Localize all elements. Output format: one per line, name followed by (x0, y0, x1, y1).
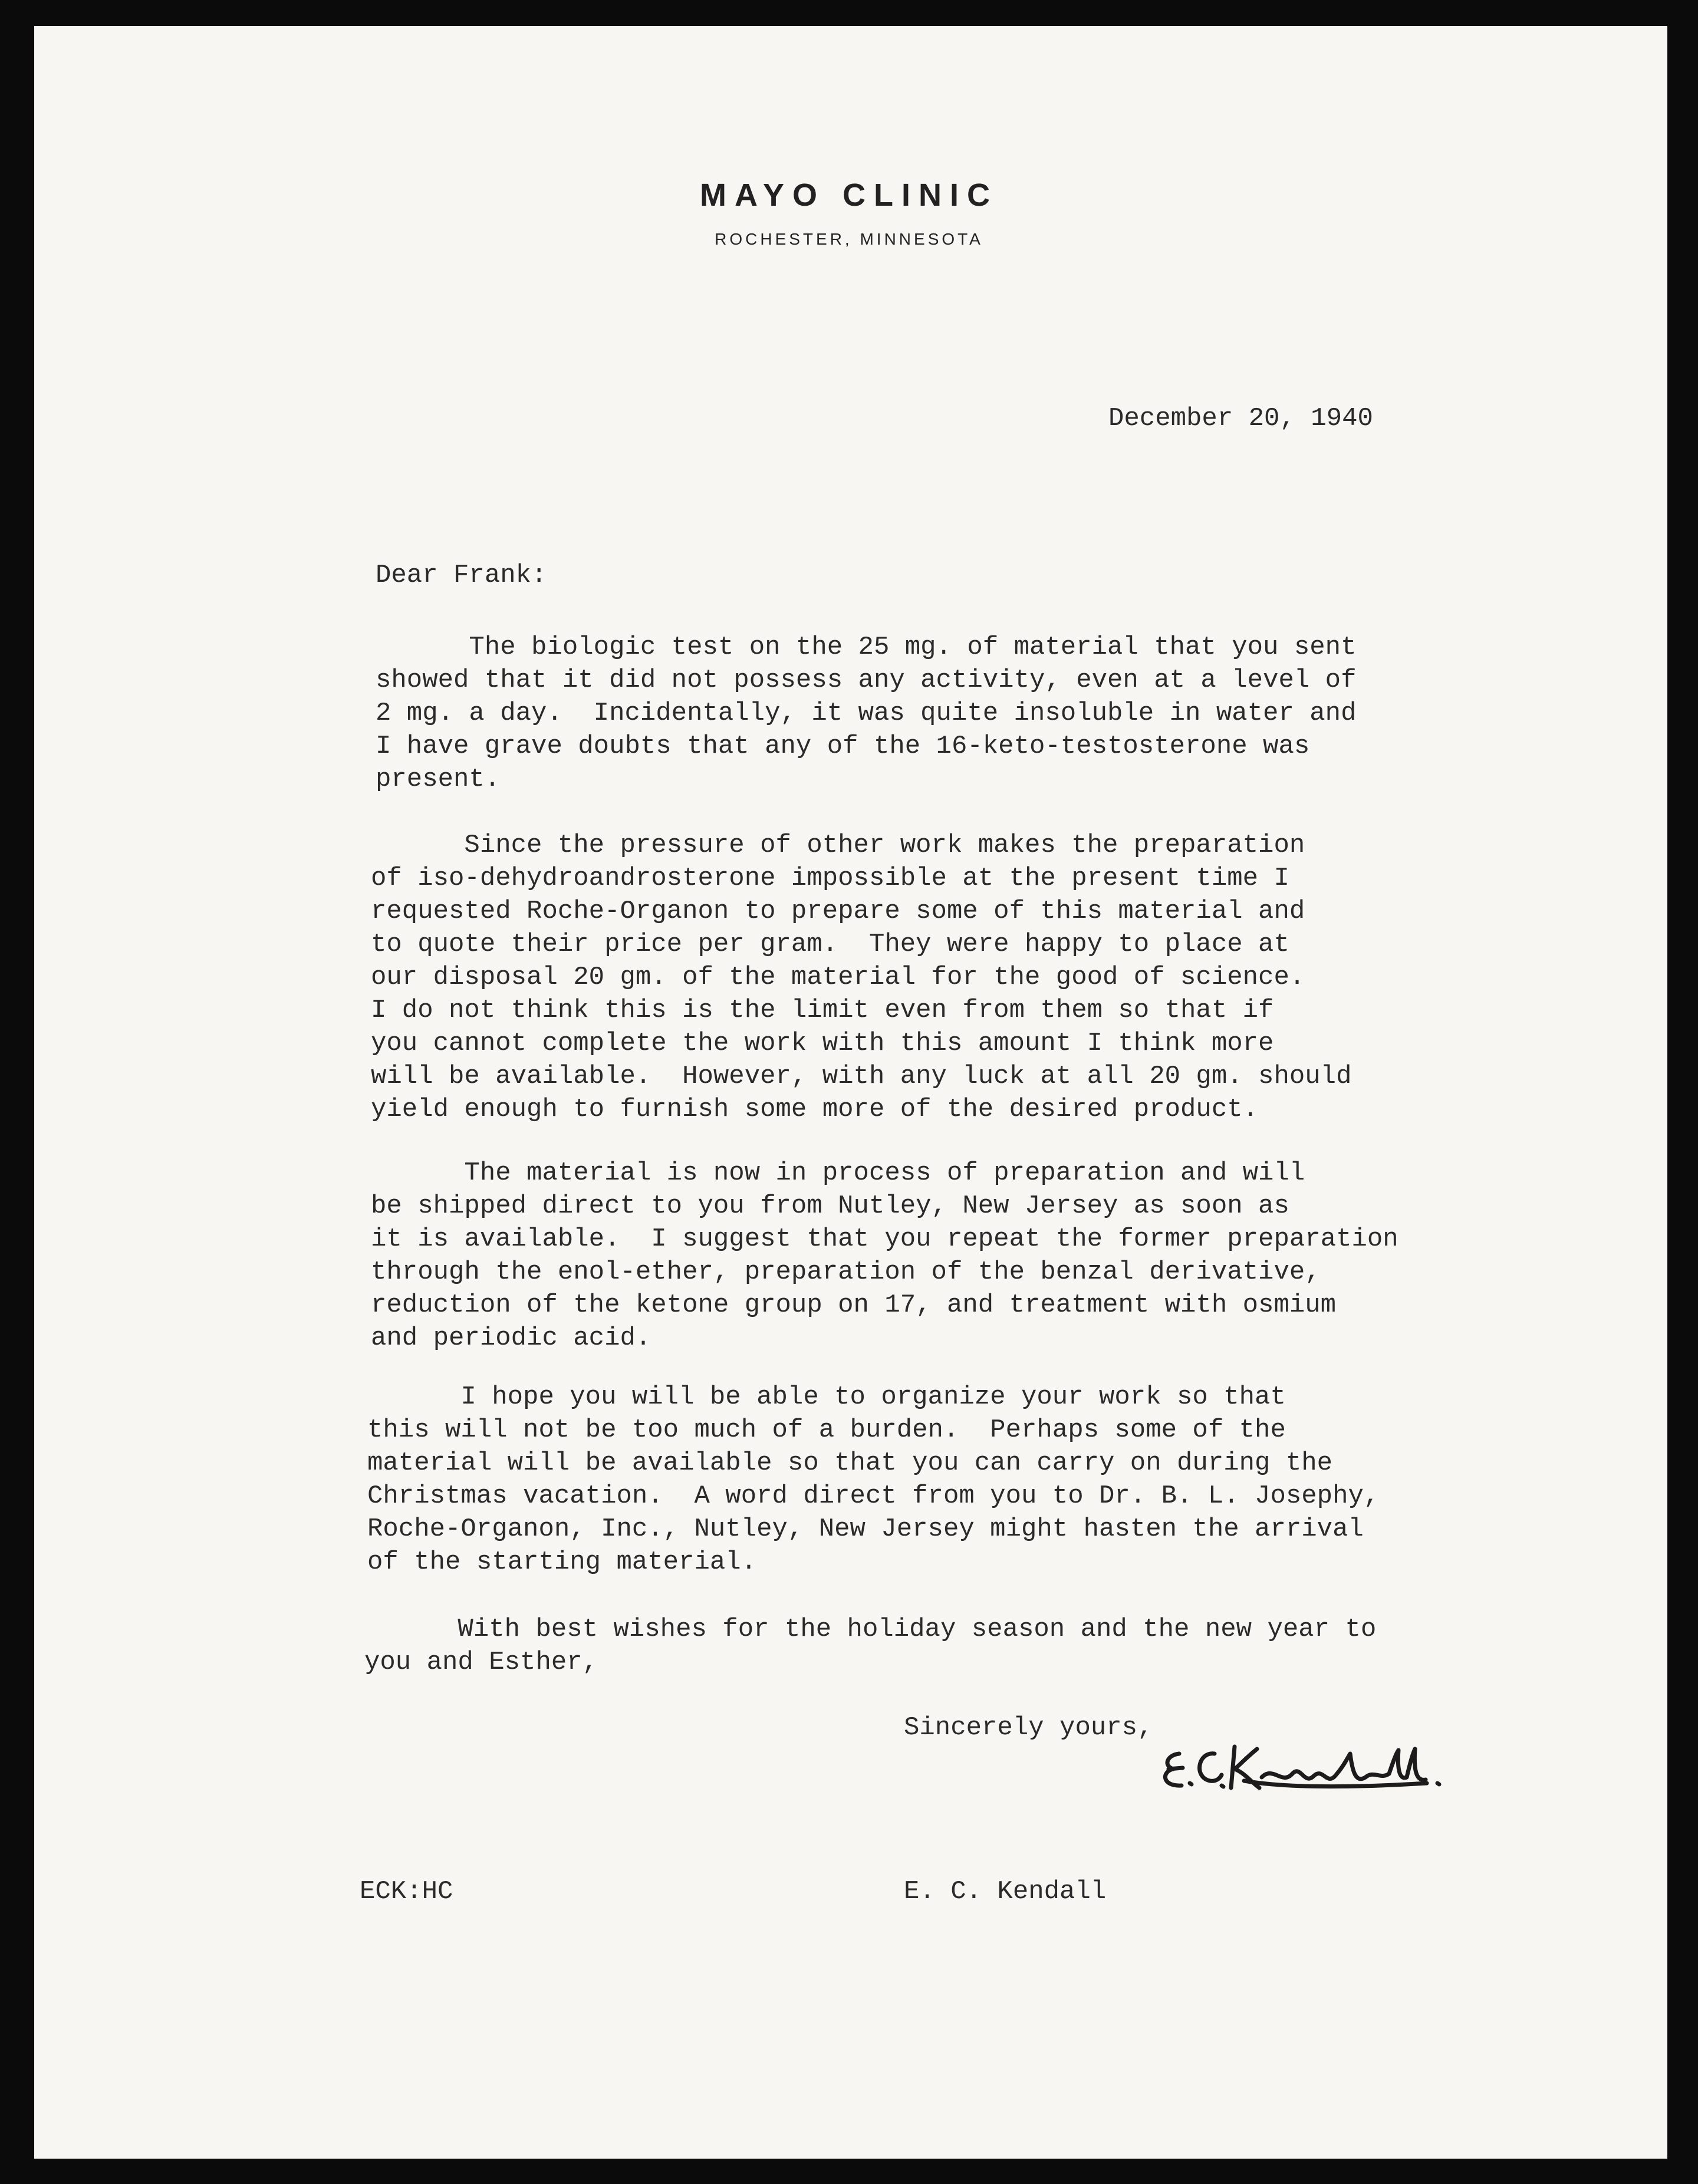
body-paragraph-4: I hope you will be able to organize your work so that this will not be too much of a burden. Perhaps some of the material will be available so that you can carry on during the Christmas vacation. A word direct from you to Dr. B. L. Josephy, Roche-Organon, Inc., Nutley, New Jersey might hasten the arrival of the starting material. (367, 1382, 1380, 1577)
letterhead-title: MAYO CLINIC (699, 177, 999, 213)
letterhead-subtitle: ROCHESTER, MINNESOTA (715, 230, 983, 248)
reference-initials: ECK:HC (360, 1877, 453, 1906)
letter-date: December 20, 1940 (1108, 404, 1373, 433)
body-paragraph-2: Since the pressure of other work makes the preparation of iso-dehydroandrosterone impossible at the present time I requested Roche-Organon to prepare some of this material and to quote their price per gram. They were happy to place at our disposal 20 gm. of the material for the good of science. I do not think this is the limit even from them so that if you cannot complete the work with this amount I think more will be available. However, with any luck at all 20 gm. should yield enough to furnish some more of the desired product. (371, 831, 1352, 1124)
typed-signer-name: E. C. Kendall (904, 1877, 1107, 1906)
body-paragraph-5: With best wishes for the holiday season and the new year to you and Esther, (364, 1615, 1377, 1677)
handwritten-signature (1156, 1736, 1456, 1801)
body-paragraph-1: The biologic test on the 25 mg. of material that you sent showed that it did not possess any activity, even at a level of 2 mg. a day. Incidentally, it was quite insoluble in water and I have grave doubts that any of the 16-keto-testosterone was present. (376, 633, 1357, 794)
closing: Sincerely yours, (904, 1713, 1153, 1742)
body-paragraph-3: The material is now in process of preparation and will be shipped direct to you from Nutley, New Jersey as soon as it is available. I suggest that you repeat the former preparation through the enol-ether, preparation of the benzal derivative, reduction of the ketone group on 17, and treatment with osmium and periodic acid. (371, 1158, 1398, 1353)
salutation: Dear Frank: (376, 561, 547, 590)
